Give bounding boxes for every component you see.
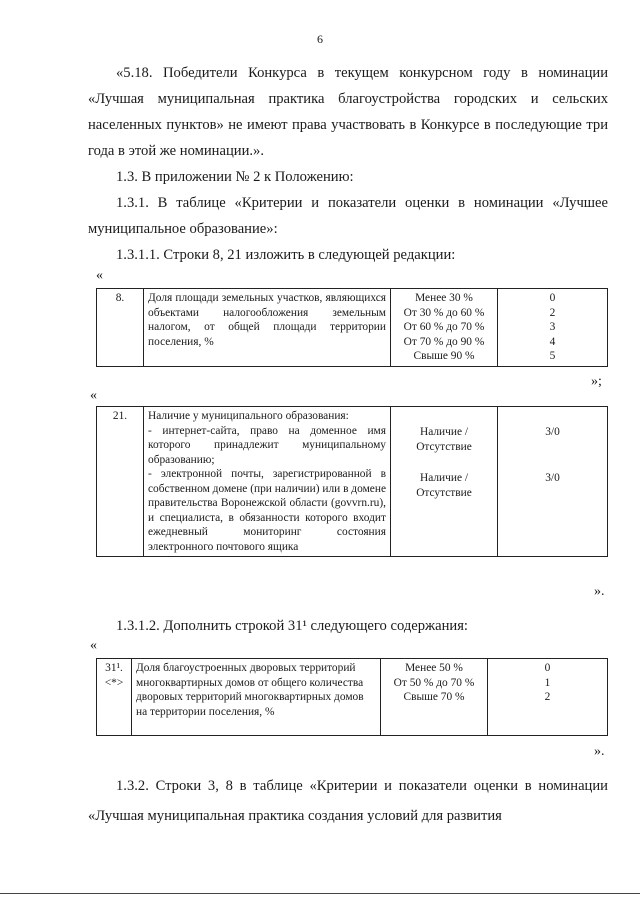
paragraph-1-3-1-2: 1.3.1.2. Дополнить строкой 31¹ следующего содержания:: [116, 618, 468, 634]
indicator-item-email: - электронной почты, зарегистрированной в собственном домене (при наличии) или в домене правительства Воронежской области (govvrn.ru), и специалиста, в обязанности которого входит ежедневный мониторинг состояния электронного почтового ящика: [148, 468, 386, 553]
points-cell: [498, 407, 608, 557]
points-item: 5: [549, 350, 556, 362]
points-cell: [488, 659, 608, 736]
value-item: От 50 % до 70 %: [393, 676, 475, 689]
open-quote-row31: «: [90, 638, 97, 653]
paragraph-1-3-2: 1.3.2. Строки 3, 8 в таблице «Критерии и показатели оценки в номинации «Лучшая муниципальная практика создания условий для развития: [88, 778, 608, 824]
points-item: 3/0: [545, 471, 560, 484]
value-item: Наличие / Отсутствие: [416, 426, 472, 453]
value-item: От 30 % до 60 %: [403, 306, 485, 319]
paragraph-1-3-1-1: 1.3.1.1. Строки 8, 21 изложить в следующей редакции:: [116, 247, 456, 263]
points-item: 0: [549, 292, 556, 304]
points-item: 4: [549, 335, 556, 348]
indicator-intro: Наличие у муниципального образования:: [148, 410, 349, 422]
close-quote-row21: ».: [594, 584, 605, 599]
points-item: 3/0: [545, 426, 560, 438]
points-item: 0: [544, 662, 551, 674]
paragraph-1-3: 1.3. В приложении № 2 к Положению:: [116, 169, 354, 185]
value-item: Свыше 90 %: [413, 350, 475, 362]
points-cell: [498, 289, 608, 367]
points-item: 3: [549, 321, 556, 333]
value-item: От 70 % до 90 %: [403, 335, 485, 348]
close-quote-row8: »;: [591, 374, 602, 389]
table-row: [97, 289, 608, 367]
table-row: [97, 659, 608, 736]
indicator-cell: Доля площади земельных участков, являющихся объектами налогообложения земельным налогом, от общей площади территории поселения, %: [144, 289, 391, 367]
criteria-table-row-31-1: [96, 658, 608, 736]
row-number: 21.: [97, 407, 144, 557]
row-number: 8.: [97, 289, 144, 367]
values-cell: [381, 659, 488, 736]
value-item: Менее 30 %: [415, 292, 473, 304]
indicator-cell: Доля благоустроенных дворовых территорий многоквартирных домов от общего количества дворовых территорий многоквартирных домов на территории поселения, %: [132, 659, 381, 736]
criteria-table-row-21: [96, 406, 608, 557]
row-footnote-mark: <*>: [104, 676, 124, 689]
paragraph-1-3-1: 1.3.1. В таблице «Критерии и показатели оценки в номинации «Лучшее муниципальное образование»:: [88, 195, 608, 237]
paragraph-5-18: «5.18. Победители Конкурса в текущем конкурсном году в номинации «Лучшая муниципальная практика благоустройства городских и сельских населенных пунктов» не имеют права участвовать в Конкурсе в последующие три года в этой же номинации.».: [88, 65, 608, 159]
value-item: Менее 50 %: [405, 662, 463, 674]
indicator-cell: [144, 407, 391, 557]
table-row: [97, 407, 608, 557]
close-quote-row31: ».: [594, 744, 605, 759]
page-bottom-rule: [0, 893, 640, 894]
values-cell: [391, 407, 498, 557]
value-item: Свыше 70 %: [403, 691, 465, 703]
row-number: [97, 659, 132, 736]
open-quote-row8: «: [96, 268, 103, 283]
page-number: 6: [317, 32, 323, 46]
points-item: 1: [544, 676, 551, 689]
values-cell: [391, 289, 498, 367]
open-quote-row21: «: [90, 388, 97, 403]
row-number-label: 31¹.: [105, 662, 123, 674]
indicator-item-website: - интернет-сайта, право на доменное имя которого принадлежит муниципальному образованию;: [148, 424, 386, 466]
value-item: Наличие / Отсутствие: [416, 472, 472, 499]
value-item: От 60 % до 70 %: [403, 321, 485, 333]
criteria-table-row-8: [96, 288, 608, 367]
points-item: 2: [544, 691, 551, 703]
points-item: 2: [549, 306, 556, 319]
